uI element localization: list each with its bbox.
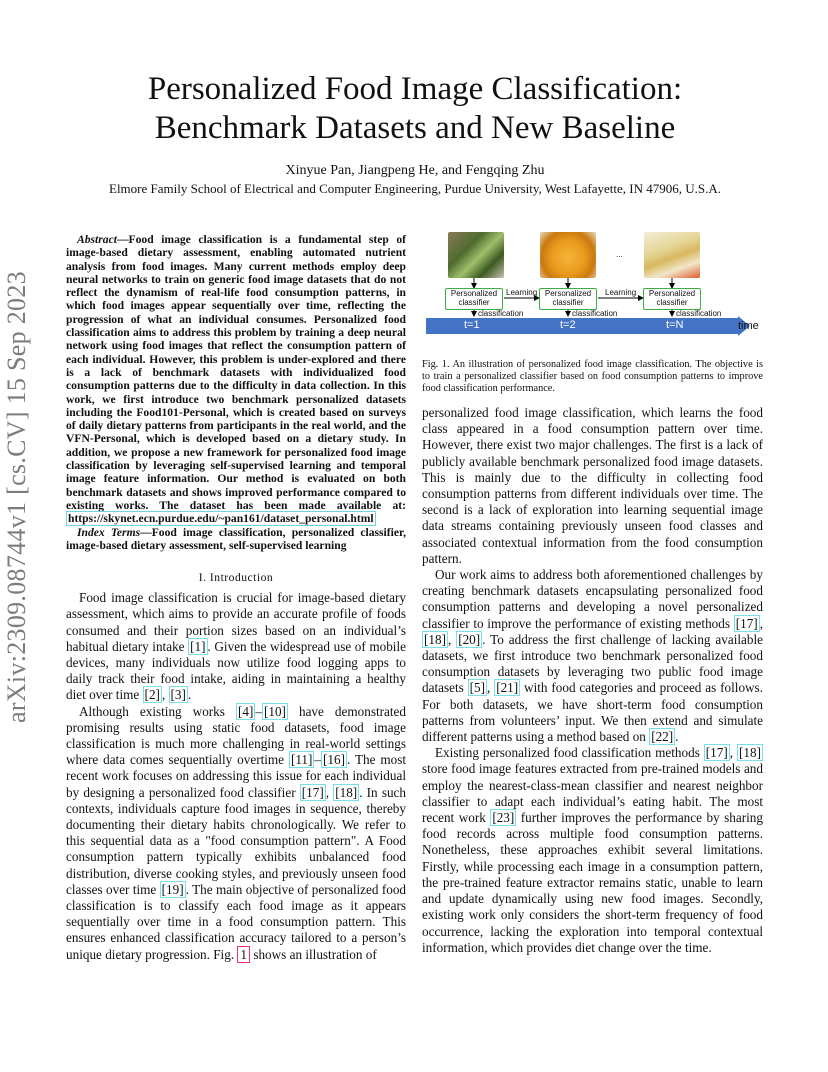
citation-link[interactable]: [19] [161, 881, 184, 897]
citation-link[interactable]: [21] [496, 680, 519, 696]
abstract-label: Abstract [77, 233, 117, 246]
index-terms [66, 526, 406, 553]
citation-link[interactable]: [10] [263, 703, 286, 719]
citation-link[interactable]: [23] [492, 810, 515, 826]
left-column [66, 233, 406, 963]
classifier-box-2: Personalized classifier [539, 288, 597, 310]
time-label-t1: t=1 [464, 319, 480, 331]
classifier-box-3: Personalized classifier [643, 288, 701, 310]
index-terms-label: Index Terms [77, 525, 141, 539]
abstract-body: —Food image classification is a fundamental step of image-based dietary assessment, enabling automated nutrient analysis from food images. Many current methods employ deep neural networks to train on generic food image datasets that do not reflect the dynamism of real-life food consumption patterns, in which food images appear sequentially over time, reflecting the progression of what an individual consumes. Personalized food classification aims to address this problem by training a deep neural network using food images that reflect the consumption pattern of each individual. However, this problem is under-explored and there is a lack of benchmark datasets with individualized food consumption patterns due to the difficulty in data collection. In this work, we first introduce two benchmark personalized datasets including the Food101-Personal, which is created based on surveys of daily dietary patterns from participants in the real world, and the VFN-Personal, which is developed based on a dietary study. In addition, we propose a new framework for personalized food image classification by leveraging self-supervised learning and temporal image feature information. Our method is evaluated on both benchmark datasets and shows improved performance compared to existing works. The dataset has been made available at: [66, 233, 406, 512]
citation-link[interactable]: [11] [290, 752, 313, 768]
citation-link[interactable]: [18] [739, 745, 761, 761]
dataset-link[interactable]: https://skynet.ecn.purdue.edu/~pan161/dataset_personal.html [68, 512, 374, 526]
figure-1 [426, 228, 766, 344]
citation-link[interactable]: [17] [735, 615, 758, 631]
time-axis-label: time [738, 320, 759, 332]
title-line-1: Personalized Food Image Classification: [147, 71, 683, 107]
arxiv-sidebar-id: arXiv:2309.08744v1 [cs.CV] 15 Sep 2023 [2, 271, 31, 723]
citation-link[interactable]: [3] [170, 687, 186, 703]
learning-label-2: Learning [605, 288, 637, 297]
right-paragraph-2: Our work aims to address both aforementioned challenges by creating benchmark datasets encapsulating personalized food consumption patterns and developing a novel personalized classifier to improve the performance of existing methods [17] , [18] , [20] . To address the first challenge of lacking available datasets, we first introduce two benchmark personalized food consumption datasets by leveraging two public food image datasets [5] , [21] with food categories and proceed as follows. For both datasets, we have short-term food consumption patterns from volunteers’ input. We then extend and simulate different patterns using a method based on [22] . [422, 567, 763, 745]
title-line-2: Benchmark Datasets and New Baseline [154, 110, 676, 146]
abstract [66, 233, 406, 526]
ellipsis-label: ... [616, 250, 623, 259]
citation-link[interactable]: [16] [323, 752, 345, 768]
time-label-t2: t=2 [560, 319, 576, 331]
authors: Xinyue Pan, Jiangpeng He, and Fengqing Zhu [285, 163, 545, 178]
citation-link[interactable]: [18] [335, 784, 358, 800]
citation-link[interactable]: [1] [190, 638, 206, 654]
figure-reference-link[interactable]: 1 [237, 946, 250, 963]
right-paragraph-1: personalized food image classification, which learns the food class appeared in a food consumption pattern over time. However, there exist two major challenges. The first is a lack of publicly available benchmark personalized food image datasets. This is mainly due to the difficulty in collecting food consumption patterns from different individuals over time. The second is a lack of exploration into learning sequential image data streams containing previously unseen food classes and associated contextual information from the food consumption pattern. [422, 405, 763, 566]
intro-paragraph-2: Although existing works [4] – [10] have demonstrated promising results using static food datasets, food image classification is much more challenging in real-world settings where data comes sequentially overtime [11] – [16] . The most recent work focuses on addressing this issue for each individual by designing a personalized food classifier [17] , [18] . In such contexts, individuals capture food images in sequence, thereby documenting their dietary habits chronologically. We refer to this sequential data as a "food consumption pattern". A Food consumption pattern typically exhibits unbalanced food distribution, diverse cooking styles, and previously unseen food classes over time [19] . The main objective of personalized food classification is to classify each food image as it appears sequentially over time in a food consumption pattern. This ensures enhanced classification accuracy tailored to a person’s unique dietary progression. Fig. 1 shows an illustration of [66, 703, 407, 962]
citation-link[interactable]: [17] [301, 784, 324, 800]
classification-label-2: classification [572, 309, 618, 318]
citation-link[interactable]: [20] [458, 631, 481, 647]
classification-label-1: classification [478, 309, 524, 318]
citation-link[interactable]: [5] [469, 680, 486, 696]
classifier-box-1: Personalized classifier [445, 288, 503, 310]
citation-link[interactable]: [2] [144, 687, 160, 703]
figure-caption: Fig. 1. An illustration of personalized food image classification. The objective is to train a personalized classifier based on food consumption patterns to improve food classification performance. [422, 359, 763, 394]
intro-paragraph-1: Food image classification is crucial for image-based dietary assessment, which aims to provide an accurate profile of foods consumed and their portion sizes based on an individual’s habitual dietary intake [1] . Given the widespread use of mobile devices, many individuals now utilize food logging apps to daily track their food intake, aiding in maintaining a healthy diet over time [2] , [3] . [66, 590, 406, 703]
citation-link[interactable]: [22] [651, 729, 674, 745]
affiliation: Elmore Family School of Electrical and Computer Engineering, Purdue University, West Lafayette, IN 47906, U.S.A. [109, 181, 721, 196]
classification-label-3: classification [676, 309, 722, 318]
citation-link[interactable]: [17] [705, 745, 728, 761]
paper-title [60, 70, 770, 148]
index-terms-body: —Food image classification, personalized classifier, image-based dietary assessment, self-supervised learning [66, 525, 406, 552]
citation-link[interactable]: [4] [237, 703, 254, 719]
time-label-tn: t=N [666, 319, 684, 331]
section-heading-introduction: I. Introduction [198, 571, 274, 585]
learning-label-1: Learning [506, 288, 538, 297]
right-column [422, 405, 763, 956]
right-paragraph-3: Existing personalized food classification methods [17] , [18] store food image features extracted from pre-trained models and employ the nearest-class-mean classifier and nearest neighbor classifier to adapt each individual’s eating habit. The most recent work [23] further improves the performance by sharing food records across multiple food consumption patterns. Nonetheless, these approaches exhibit several limitations. Firstly, while processing each image in a consumption pattern, the pre-trained feature extractor remains static, unable to learn and update dynamically using new food images. Secondly, existing work only considers the short-term frequency of food occurrence, lacking the exploration into temporal contextual information, which provides diet change over the time. [422, 745, 763, 955]
citation-link[interactable]: [18] [424, 631, 446, 647]
